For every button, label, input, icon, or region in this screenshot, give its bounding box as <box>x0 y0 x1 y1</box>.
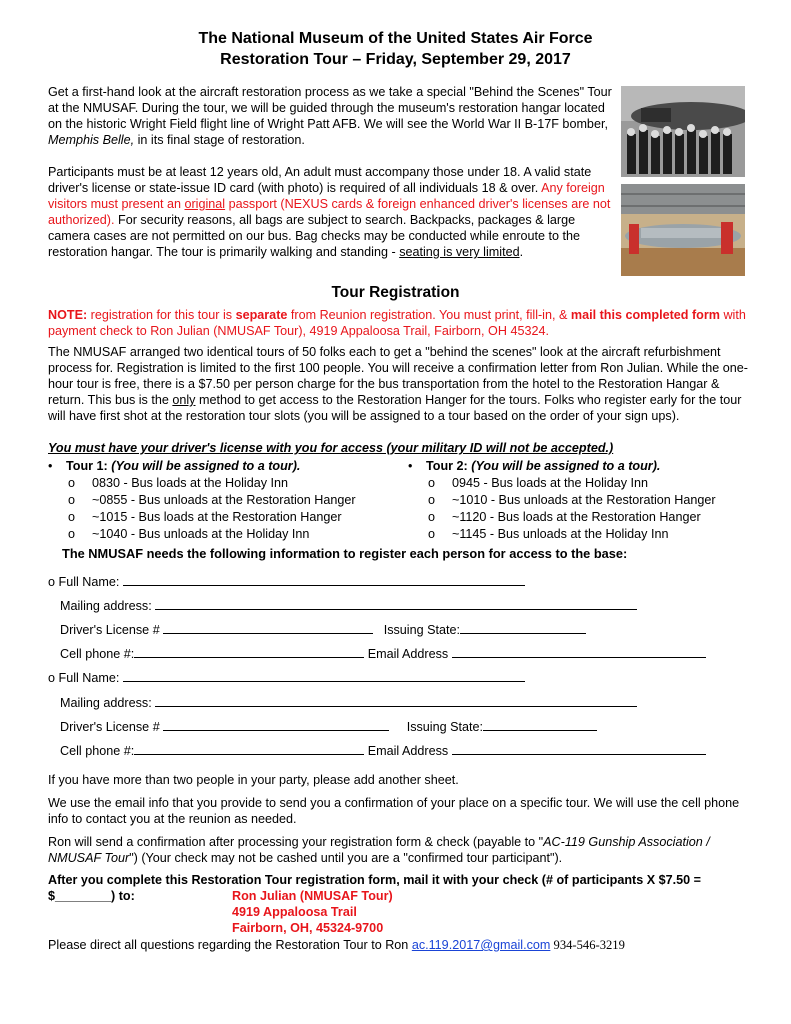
list-item: o ~0855 - Bus unloads at the Restoration Hanger <box>68 493 356 507</box>
period-text: . <box>519 245 524 259</box>
state-field[interactable] <box>483 718 597 731</box>
license-field[interactable] <box>163 621 373 634</box>
full-name-field[interactable] <box>123 669 525 682</box>
license-field[interactable] <box>163 718 389 731</box>
questions-text: Please direct all questions regarding the Restoration Tour to Ron <box>48 938 412 952</box>
registration-body <box>48 344 751 424</box>
crew-photo <box>621 86 745 177</box>
cell-field[interactable] <box>134 742 364 755</box>
tour-2-assign: (You will be assigned to a tour). <box>471 459 661 473</box>
registration-body-text: The NMUSAF arranged two identical tours of 50 folks each to get a "behind the scenes" look at the aircraft refurbishment process for. Registration is limited to the first 100 people. You will receive a confirmation letter from Ron Julian. While the one-hour tour is free, there is a $7.50 per person charge for the bus transportation from the hotel to the Restoration Hangar & return. This bus is the <box>48 345 748 407</box>
tour-2-header <box>408 458 768 475</box>
license-label: Driver's License # <box>60 623 160 637</box>
person-1-license-row <box>60 621 586 638</box>
person-2-contact-row <box>60 742 706 759</box>
registration-heading: Tour Registration <box>331 284 460 301</box>
person-2-name-row <box>48 669 525 686</box>
bullet-icon: • <box>48 459 53 473</box>
note-separate: separate <box>235 308 288 322</box>
circle-bullet-icon: o <box>48 575 59 589</box>
person-2-mail-row <box>60 694 637 711</box>
cell-label: Cell phone #: <box>60 744 135 758</box>
note-text-a: registration for this tour is <box>87 308 236 322</box>
intro-paragraph-2 <box>48 164 613 260</box>
registration-note <box>48 307 748 339</box>
email-field[interactable] <box>452 742 706 755</box>
note-text-b: from Reunion registration. You must print, fill-in, & <box>287 308 571 322</box>
foreign-visitor-text: Any foreign visitors must present an <box>48 181 605 211</box>
tour-1-assign: (You will be assigned to a tour). <box>111 459 301 473</box>
intro-text-end: in its final stage of restoration. <box>134 133 305 147</box>
phone-number: 934-546-3219 <box>550 938 625 952</box>
full-name-field[interactable] <box>123 573 525 586</box>
state-label: Issuing State: <box>406 720 484 734</box>
full-name-label: Full Name: <box>58 671 120 685</box>
email-usage-note: We use the email info that you provide to send you a confirmation of your place on a specific tour. We will use the cell phone info to contact you at the reunion as needed. <box>48 796 740 826</box>
bullet-icon: • <box>408 459 413 473</box>
tour-2 <box>408 458 768 543</box>
list-item: o 0945 - Bus loads at the Holiday Inn <box>428 476 649 490</box>
email-label: Email Address <box>367 647 449 661</box>
confirmation-note <box>48 834 748 866</box>
email-label: Email Address <box>367 744 449 758</box>
license-label: Driver's License # <box>60 720 160 734</box>
mailing-label: Mailing address: <box>60 599 152 613</box>
registration-body-end: method to get access to the Restoration Hanger for the tours. Folks who register early for the tour will have first shot at the restoration tour slots (you will be assigned to a tour based on the order of your sign ups). <box>48 393 742 423</box>
person-1-mail-row <box>60 597 637 614</box>
requirements-text: Participants must be at least 12 years old, An adult must accompany those under 18. A valid state driver's license or state-issue ID card (with photo) is required of all individuals 18 & over. <box>48 165 592 195</box>
passport-text: passport (NEXUS cards & foreign enhanced driver's licenses are not authorized). <box>48 197 611 227</box>
tour-1-header <box>48 458 408 475</box>
page-subtitle: Restoration Tour – Friday, September 29, 2017 <box>220 51 571 68</box>
state-label: Issuing State: <box>383 623 461 637</box>
tour-1 <box>48 458 408 543</box>
intro-paragraph-1 <box>48 84 613 148</box>
tour-2-label: Tour 2: <box>426 459 468 473</box>
intro-text: Get a first-hand look at the aircraft restoration process as we take a special "Behind the Scenes" Tour at the NMUSAF. During the tour, we will be guided through the museum's restoration hangar located on the historic Wright Field flight line of Wright Patt AFB. We will see the World War II B-17F bomber, <box>48 85 612 131</box>
cell-field[interactable] <box>134 645 364 658</box>
mailing-address-field[interactable] <box>155 694 637 707</box>
list-item: o ~1040 - Bus unloads at the Holiday Inn <box>68 527 310 541</box>
person-1-contact-row <box>60 645 706 662</box>
mail-instructions: After you complete this Restoration Tour registration form, mail it with your check (# of participants X $7.50 = $________) to: <box>48 873 702 903</box>
extra-sheet-note: If you have more than two people in your party, please add another sheet. <box>48 773 459 787</box>
note-mail: mail this completed form <box>570 308 720 322</box>
list-item: o ~1015 - Bus loads at the Restoration Hanger <box>68 510 342 524</box>
person-1-name-row <box>48 573 525 590</box>
security-text: For security reasons, all bags are subject to search. Backpacks, packages & large camera cases are not permitted on our bus. Bag checks may be conducted while enroute to the restoration hangar. The tour is primarily walking and standing - <box>48 213 581 259</box>
questions-note <box>48 937 768 953</box>
only-text: only <box>172 393 196 407</box>
license-note: You must have your driver's license with you for access (your military ID will not be accepted.) <box>48 441 614 455</box>
hangar-photo <box>621 184 745 276</box>
note-label: NOTE: <box>48 308 88 322</box>
address-line-2: 4919 Appaloosa Trail <box>232 905 357 919</box>
mailing-address-field[interactable] <box>155 597 637 610</box>
confirmation-text-a: Ron will send a confirmation after processing your registration form & check (payable to " <box>48 835 544 849</box>
note-text-c: with payment check to Ron Julian (NMUSAF Tour), 4919 Appaloosa Trail, Fairborn, OH 45324. <box>48 308 746 338</box>
form-heading: The NMUSAF needs the following information to register each person for access to the base: <box>62 546 628 561</box>
address-line-3: Fairborn, OH, 45324-9700 <box>232 921 384 935</box>
list-item: o ~1145 - Bus unloads at the Holiday Inn <box>428 527 669 541</box>
list-item: o 0830 - Bus loads at the Holiday Inn <box>68 476 289 490</box>
list-item: o ~1010 - Bus unloads at the Restoration Hanger <box>428 493 716 507</box>
circle-bullet-icon: o <box>48 671 59 685</box>
original-text: original <box>184 197 226 211</box>
seating-text: seating is very limited <box>399 245 520 259</box>
page-title: The National Museum of the United States Air Force <box>198 30 593 47</box>
state-field[interactable] <box>460 621 586 634</box>
confirmation-text-b: ") (Your check may not be cashed until you are a "confirmed tour participant"). <box>129 851 563 865</box>
mailing-label: Mailing address: <box>60 696 152 710</box>
memphis-belle-text: Memphis Belle, <box>48 133 135 147</box>
full-name-label: Full Name: <box>58 575 120 589</box>
cell-label: Cell phone #: <box>60 647 135 661</box>
list-item: o ~1120 - Bus loads at the Restoration Hanger <box>428 510 701 524</box>
email-field[interactable] <box>452 645 706 658</box>
tour-1-label: Tour 1: <box>66 459 108 473</box>
person-2-license-row <box>60 718 597 735</box>
address-line-1: Ron Julian (NMUSAF Tour) <box>232 889 393 903</box>
email-link[interactable]: ac.119.2017@gmail.com <box>411 938 551 952</box>
payee-text: AC-119 Gunship Association / NMUSAF Tour <box>48 835 710 865</box>
